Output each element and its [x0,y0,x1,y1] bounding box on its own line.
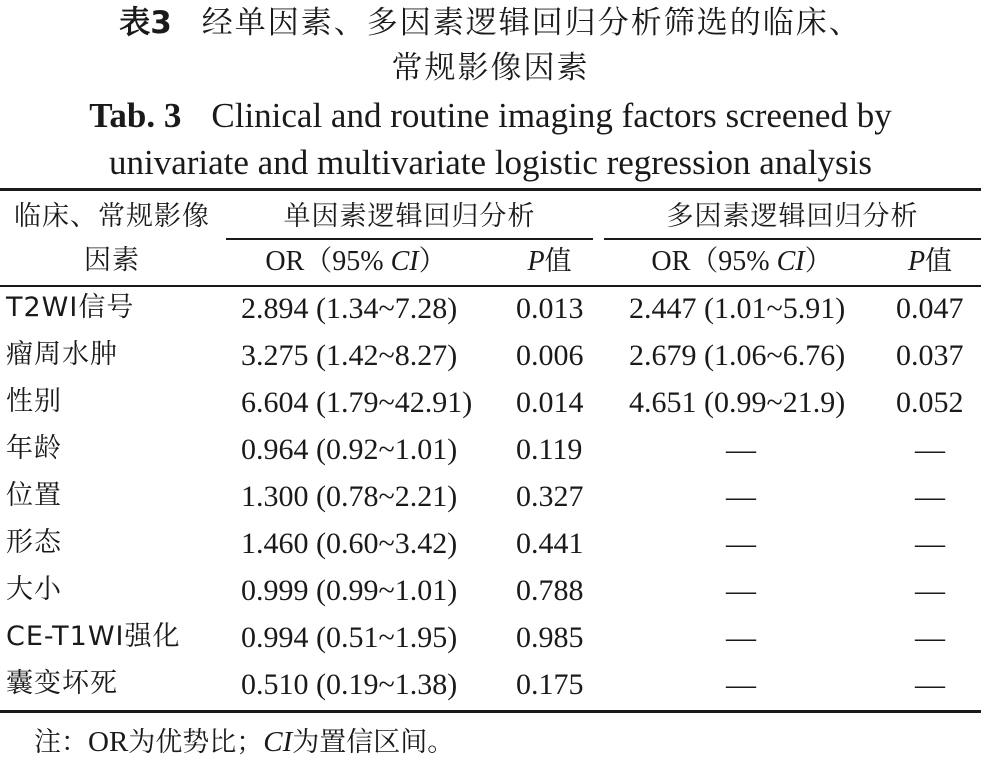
multi-p-cell: 0.047 [896,292,964,325]
uni-p-cell: 0.013 [516,292,584,325]
uni-or-cell: 3.275 (1.42~8.27) [241,339,458,372]
table-title-cn-line2 [0,50,981,86]
uni-p-cell: 0.119 [516,433,583,466]
multi-p-cell: 0.052 [896,386,964,419]
title-en-line2: univariate and multivariate logistic regression analysis [109,143,872,182]
header-multi-or: OR（95% CI） [651,246,833,277]
multi-or-cell: 2.679 (1.06~6.76) [629,339,846,372]
header-uni-or: OR（95% CI） [265,246,447,277]
uni-p-cell: 0.175 [516,668,584,701]
multi-or-cell: — [726,574,756,607]
bottom-rule [0,710,981,713]
multi-or-cell: — [726,433,756,466]
title-en-line1: Clinical and routine imaging factors screened by [211,96,892,135]
factor-cell: 大小 [6,574,62,605]
table-title-en [0,98,981,133]
factor-cell: 年龄 [6,433,62,464]
multi-p-cell: — [915,668,945,701]
header-factor-line2: 因素 [84,245,140,276]
table-note: 注：OR为优势比；CI为置信区间。 [34,726,455,758]
table-number-en: Tab. 3 [89,96,182,135]
multi-or-cell: 4.651 (0.99~21.9) [629,386,846,419]
uni-p-cell: 0.006 [516,339,584,372]
table-title-cn [0,5,981,41]
header-multivariate: 多因素逻辑回归分析 [666,201,919,232]
uni-or-cell: 1.460 (0.60~3.42) [241,527,458,560]
uni-p-cell: 0.985 [516,621,584,654]
multi-or-cell: — [726,668,756,701]
uni-p-cell: 0.441 [516,527,584,560]
header-factor: 临床、常规影像 [14,201,210,232]
uni-p-cell: 0.788 [516,574,584,607]
uni-or-cell: 1.300 (0.78~2.21) [241,480,458,513]
uni-p-cell: 0.327 [516,480,584,513]
uni-p-cell: 0.014 [516,386,584,419]
multi-or-cell: — [726,527,756,560]
factor-cell: 性别 [6,386,62,417]
multi-or-cell: — [726,480,756,513]
factor-cell: 瘤周水肿 [6,339,118,370]
table-number-cn: 表3 [119,5,172,41]
uni-or-cell: 0.994 (0.51~1.95) [241,621,458,654]
factor-cell: 囊变坏死 [6,668,118,699]
uni-or-cell: 2.894 (1.34~7.28) [241,292,458,325]
uni-or-cell: 6.604 (1.79~42.91) [241,386,473,419]
factor-cell: 形态 [6,527,62,558]
header-uni-p: P值 [527,246,573,277]
title-cn-line2: 常规影像因素 [391,50,590,86]
multi-or-cell: — [726,621,756,654]
header-rule [0,285,981,287]
group-rule-univariate [226,238,593,240]
factor-cell: 位置 [6,480,62,511]
header-univariate: 单因素逻辑回归分析 [283,201,536,232]
multi-or-cell: 2.447 (1.01~5.91) [629,292,846,325]
multi-p-cell: — [915,480,945,513]
multi-p-cell: — [915,574,945,607]
header-multi-p: P值 [907,246,954,277]
uni-or-cell: 0.999 (0.99~1.01) [241,574,458,607]
uni-or-cell: 0.964 (0.92~1.01) [241,433,458,466]
factor-cell: CE-T1WI强化 [6,621,181,652]
multi-p-cell: — [915,621,945,654]
multi-p-cell: — [915,527,945,560]
factor-cell: T2WI信号 [6,292,135,323]
uni-or-cell: 0.510 (0.19~1.38) [241,668,458,701]
group-rule-multivariate [604,238,981,240]
multi-p-cell: — [915,433,945,466]
top-rule [0,188,981,191]
multi-p-cell: 0.037 [896,339,964,372]
title-cn-line1: 经单因素、多因素逻辑回归分析筛选的临床、 [201,5,862,41]
table-title-en-line2 [0,145,981,180]
